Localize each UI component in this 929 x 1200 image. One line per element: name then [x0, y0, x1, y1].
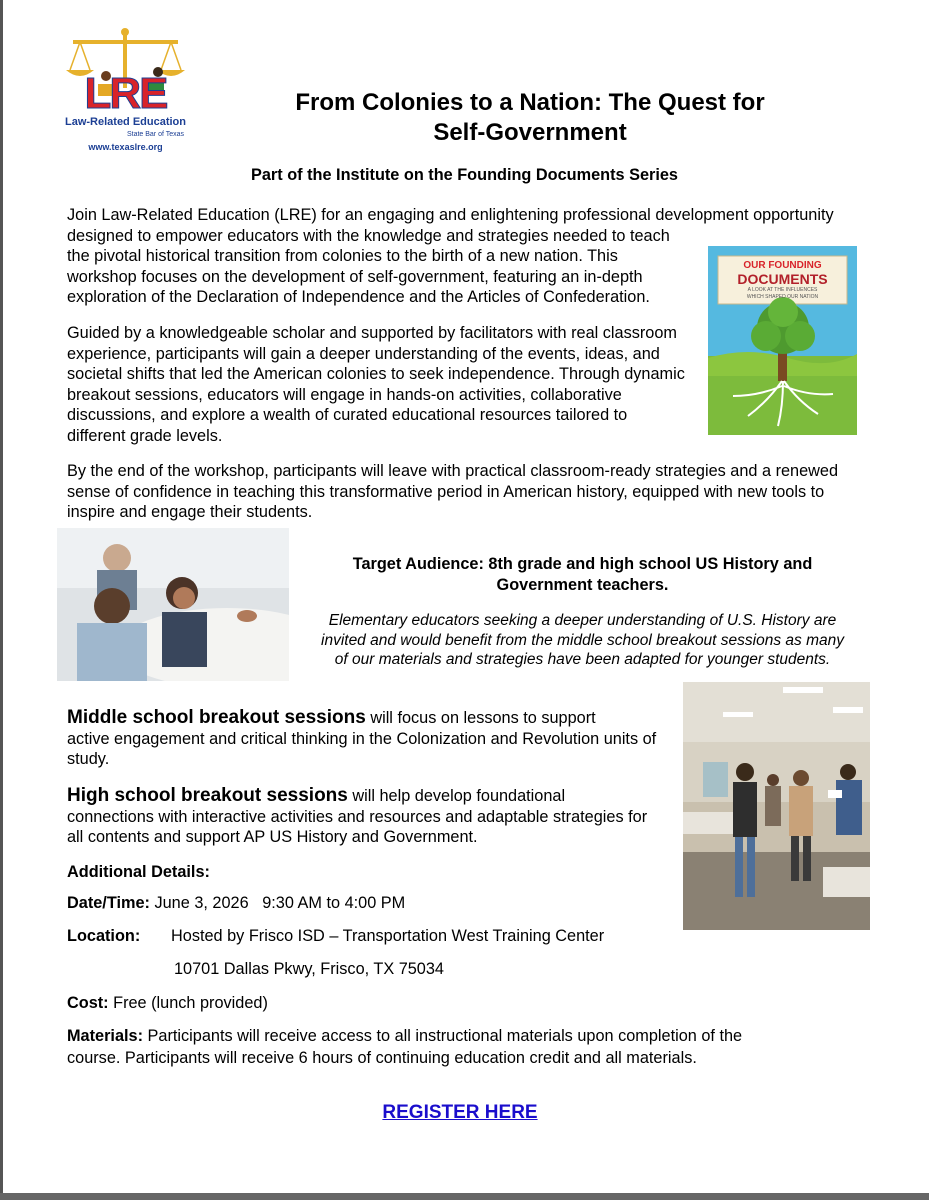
- book-subtitle-line-2: WHICH SHAPED OUR NATION: [746, 294, 819, 300]
- title-line-1: From Colonies to a Nation: The Quest for: [295, 89, 765, 116]
- elementary-note: [300, 611, 865, 670]
- audience-line-2: Government teachers.: [496, 575, 669, 594]
- location-label: [67, 927, 140, 946]
- book-subtitle-line-1: A LOOK AT THE INFLUENCES: [747, 287, 818, 293]
- page-border-bottom: [0, 1193, 929, 1200]
- founding-documents-book-cover: [708, 246, 857, 435]
- intro-paragraph-2: [67, 323, 707, 446]
- high-school-text: will help develop foundational: [347, 787, 566, 805]
- training-room-photo: [683, 682, 870, 930]
- middle-school-heading: Middle school breakout sessions: [67, 707, 366, 728]
- meeting-photo-illustration: [57, 528, 289, 681]
- educators-meeting-photo: [57, 528, 289, 681]
- materials-block: [67, 1026, 887, 1068]
- location-line-2: 10701 Dallas Pkwy, Frisco, TX 75034: [174, 960, 444, 978]
- cost-value: Free (lunch provided): [108, 994, 268, 1012]
- page-title: [230, 88, 830, 148]
- lre-logo: [58, 28, 193, 158]
- date-label: Date/Time:: [67, 894, 150, 912]
- training-room-illustration: [683, 682, 870, 930]
- logo-letters: LRE: [84, 69, 167, 118]
- register-link[interactable]: REGISTER HERE: [382, 1102, 538, 1123]
- materials-text: Participants will receive access to all instructional materials upon completion of the: [143, 1027, 743, 1045]
- cost-label: Cost:: [67, 994, 109, 1012]
- book-title-line-2: DOCUMENTS: [737, 271, 828, 287]
- location-line-1: Hosted by Frisco ISD – Transportation West Training Center: [171, 927, 605, 945]
- logo-org: State Bar of Texas: [126, 131, 185, 138]
- middle-school-text: will focus on lessons to support: [365, 709, 596, 727]
- text-line: designed to empower educators with the knowledge and strategies needed to teach: [67, 226, 670, 245]
- materials-label: Materials:: [67, 1027, 144, 1045]
- text-line: By the end of the workshop, participants will leave with practical classroom-ready strategies and a renewed: [67, 462, 839, 480]
- cost-row: [67, 994, 268, 1013]
- logo-name: Law-Related Education: [64, 116, 187, 128]
- target-audience: [300, 554, 865, 595]
- text-line: connections with interactive activities and resources and adaptable strategies for: [67, 807, 648, 826]
- text-line: discussions, and explore a wealth of curated educational resources tailored to: [67, 406, 628, 424]
- middle-school-sessions: [67, 708, 677, 770]
- materials-line-2: course. Participants will receive 6 hours of continuing education credit and all materials.: [67, 1048, 697, 1067]
- details-heading: Additional Details:: [67, 863, 210, 881]
- text-line: Join Law-Related Education (LRE) for an engaging and enlightening professional development opportunity: [67, 206, 834, 224]
- date-value: June 3, 2026 9:30 AM to 4:00 PM: [154, 894, 406, 912]
- page-subtitle: Part of the Institute on the Founding Documents Series: [251, 166, 678, 184]
- date-time-row: [67, 894, 405, 913]
- text-line: exploration of the Declaration of Independence and the Articles of Confederation.: [67, 288, 650, 306]
- audience-line-1: Target Audience: 8th grade and high school US History and: [352, 555, 813, 573]
- title-line-2: Self-Government: [433, 119, 627, 146]
- text-line: societal shifts that led the American colonies to seek independence. Through dynamic: [67, 365, 685, 383]
- text-line: the pivotal historical transition from colonies to the birth of a new nation. This: [67, 247, 618, 265]
- note-line: invited and would benefit from the middle school breakout sessions as many: [321, 631, 844, 649]
- text-line: breakout sessions, educators will engage in hands-on activities, collaborative: [67, 385, 622, 404]
- text-line: experience, participants will gain a deeper understanding of the events, ideas, and: [67, 344, 660, 363]
- note-line: Elementary educators seeking a deeper understanding of U.S. History are: [328, 612, 837, 629]
- high-school-sessions: [67, 786, 677, 848]
- text-line: study.: [67, 750, 110, 768]
- text-line: workshop focuses on the development of self-government, featuring an in-depth: [67, 267, 643, 286]
- intro-paragraph-3: [67, 461, 867, 523]
- book-title-line-1: OUR FOUNDING: [743, 260, 822, 271]
- location-label-text: Location:: [67, 927, 141, 945]
- text-line: all contents and support AP US History and Government.: [67, 828, 478, 846]
- text-line: sense of confidence in teaching this transformative period in American history, equipped with new tools to: [67, 482, 825, 501]
- text-line: different grade levels.: [67, 426, 223, 445]
- note-line: of our materials and strategies have been adapted for younger students.: [334, 651, 831, 668]
- high-school-heading: High school breakout sessions: [67, 785, 348, 806]
- logo-url: www.texaslre.org: [88, 142, 163, 152]
- text-line: active engagement and critical thinking in the Colonization and Revolution units of: [67, 729, 657, 748]
- text-line: Guided by a knowledgeable scholar and supported by facilitators with real classroom: [67, 324, 677, 342]
- text-line: inspire and engage their students.: [67, 503, 313, 521]
